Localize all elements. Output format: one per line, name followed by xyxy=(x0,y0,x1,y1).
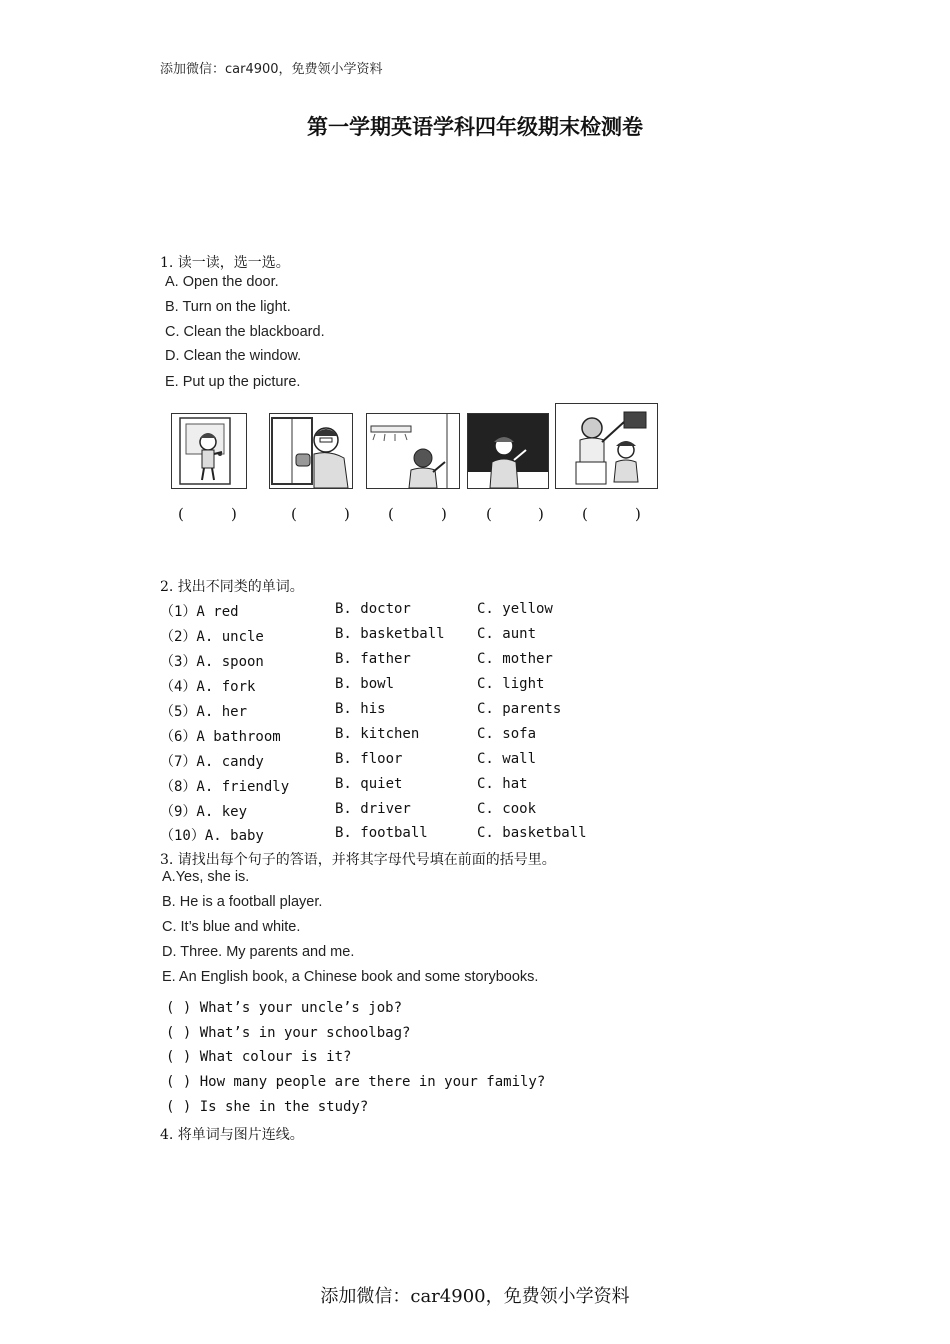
q4-heading: 4. 将单词与图片连线。 xyxy=(160,1127,304,1143)
q1-option-e: E. Put up the picture. xyxy=(165,374,301,390)
picture-girl-at-door xyxy=(171,413,247,489)
q2-row-a: （7）A. candy xyxy=(160,754,264,770)
q3-question: ( ) How many people are there in your family? xyxy=(166,1074,546,1090)
blank-5-open: ( xyxy=(582,505,588,523)
q2-row-a: （1）A red xyxy=(160,604,239,620)
q3-question: ( ) What colour is it? xyxy=(166,1049,352,1065)
q2-row-c: C. hat xyxy=(477,776,528,792)
picture-children-hanging-picture xyxy=(555,403,658,489)
q3-question: ( ) Is she in the study? xyxy=(166,1099,369,1115)
blank-3-open: ( xyxy=(388,505,394,523)
q3-option-d: D. Three. My parents and me. xyxy=(162,944,355,960)
header-watermark: 添加微信：car4900，免费领小学资料 xyxy=(160,62,383,77)
q1-option-b: B. Turn on the light. xyxy=(165,299,291,315)
q2-row-b: B. basketball xyxy=(335,626,445,642)
blank-3-close: ) xyxy=(441,505,447,523)
q2-row-c: C. wall xyxy=(477,751,537,767)
q2-row-b: B. floor xyxy=(335,751,403,767)
q1-option-d: D. Clean the window. xyxy=(165,348,302,364)
q2-row-a: （2）A. uncle xyxy=(160,629,264,645)
blank-4-open: ( xyxy=(486,505,492,523)
q2-row-c: C. yellow xyxy=(477,601,553,617)
q1-option-c: C. Clean the blackboard. xyxy=(165,324,325,340)
q2-row-a: （9）A. key xyxy=(160,804,248,820)
q1-option-a: A. Open the door. xyxy=(165,274,279,290)
q2-row-b: B. father xyxy=(335,651,411,667)
q2-row-a: （5）A. her xyxy=(160,704,248,720)
picture-girl-at-blackboard xyxy=(467,413,549,489)
q3-option-a: A.Yes, she is. xyxy=(162,869,250,885)
q2-row-b: B. driver xyxy=(335,801,411,817)
q2-row-c: C. sofa xyxy=(477,726,537,742)
q2-row-c: C. aunt xyxy=(477,626,537,642)
q3-option-e: E. An English book, a Chinese book and some storybooks. xyxy=(162,969,539,985)
blank-2-open: ( xyxy=(291,505,297,523)
picture-boy-under-light xyxy=(366,413,460,489)
q2-row-a: （3）A. spoon xyxy=(160,654,264,670)
q2-row-b: B. his xyxy=(335,701,386,717)
page-title: 第一学期英语学科四年级期末检测卷 xyxy=(307,115,643,139)
blank-1-close: ) xyxy=(231,505,237,523)
picture-boy-cleaning-window xyxy=(269,413,353,489)
q2-row-b: B. bowl xyxy=(335,676,395,692)
q3-question: ( ) What’s in your schoolbag? xyxy=(166,1025,411,1041)
q2-row-c: C. basketball xyxy=(477,825,587,841)
q2-row-a: （10）A. baby xyxy=(160,828,264,844)
q2-row-b: B. kitchen xyxy=(335,726,420,742)
q2-heading: 2. 找出不同类的单词。 xyxy=(160,579,304,595)
footer-watermark: 添加微信：car4900，免费领小学资料 xyxy=(320,1286,630,1307)
q3-heading: 3. 请找出每个句子的答语，并将其字母代号填在前面的括号里。 xyxy=(160,852,556,868)
q2-row-c: C. parents xyxy=(477,701,562,717)
q3-question: ( ) What’s your uncle’s job? xyxy=(166,1000,403,1016)
q2-row-b: B. football xyxy=(335,825,428,841)
q1-heading: 1. 读一读，选一选。 xyxy=(160,255,290,271)
q3-option-c: C. It’s blue and white. xyxy=(162,919,301,935)
q2-row-a: （8）A. friendly xyxy=(160,779,290,795)
blank-4-close: ) xyxy=(538,505,544,523)
q2-row-c: C. cook xyxy=(477,801,537,817)
blank-1-open: ( xyxy=(178,505,184,523)
blank-5-close: ) xyxy=(635,505,641,523)
q2-row-c: C. mother xyxy=(477,651,553,667)
q2-row-b: B. doctor xyxy=(335,601,411,617)
q2-row-b: B. quiet xyxy=(335,776,403,792)
blank-2-close: ) xyxy=(344,505,350,523)
q2-row-a: （6）A bathroom xyxy=(160,729,281,745)
q3-option-b: B. He is a football player. xyxy=(162,894,323,910)
q2-row-a: （4）A. fork xyxy=(160,679,256,695)
q2-row-c: C. light xyxy=(477,676,545,692)
